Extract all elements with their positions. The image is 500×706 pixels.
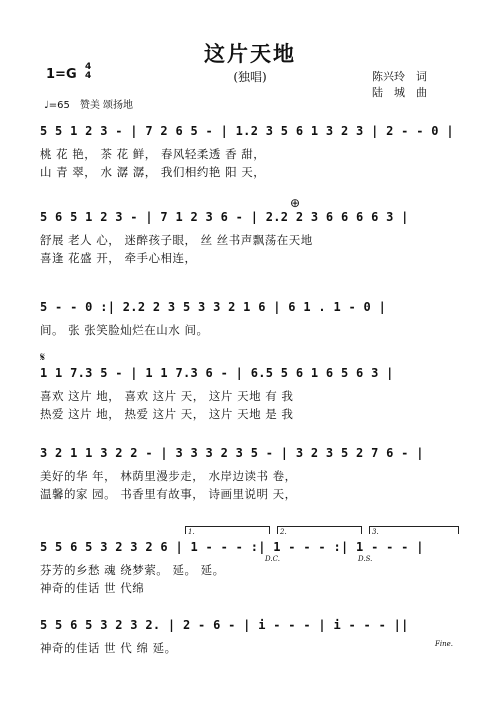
tempo-marking: ♩=65 赞美 颂扬地 — [44, 100, 133, 111]
page-title: 这片天地 — [204, 41, 296, 66]
notation-line: 5 - - 0 :| 2.2 2 3 5 3 3 2 1 6 | 6 1 . 1 - 0 | — [40, 300, 387, 314]
notation-line: 5 5 6 5 3 2 3 2. | 2 - 6 - | i - - - | i - - - || — [40, 618, 409, 632]
notation-line: 1 1 7.3 5 - | 1 1 7.3 6 - | 6.5 5 6 1 6 5 6 3 | — [40, 366, 394, 380]
lyric-line-2: 温馨的家 园。 书香里有故事， 诗画里说明 天， — [40, 487, 297, 501]
dc-mark: D.C. — [265, 555, 280, 563]
notation-line: 5 6 5 1 2 3 - | 7 1 2 3 6 - | 2.2 2 3 6 6 6 6 3 | — [40, 210, 409, 224]
coda-sign: ⊕ — [290, 196, 301, 210]
lyric-line-2: 喜逢 花盛 开， 牵手心相连， — [40, 251, 197, 265]
lyric-line-2: 神奇的佳话 世 代绵 — [40, 581, 145, 595]
volta-label-3: 3. — [372, 528, 379, 536]
volta-bracket-2 — [277, 526, 362, 527]
subtitle: (独唱) — [233, 70, 267, 84]
volta-label-1: 1. — [188, 528, 195, 536]
lyric-line-1: 芬芳的乡愁 魂 绕梦萦。 延。 延。 — [40, 563, 225, 577]
lyric-line-1: 美好的华 年， 林荫里漫步走， 水岸边读书 卷， — [40, 469, 297, 483]
volta-label-2: 2. — [280, 528, 287, 536]
fine-mark: Fine. — [435, 640, 453, 648]
lyric-line-1: 舒展 老人 心， 迷醉孩子眼， 丝 丝书声飘荡在天地 — [40, 233, 313, 247]
key-signature: 1=G — [46, 67, 77, 82]
composer: 陆 城 曲 — [372, 86, 427, 99]
lyric-line-1: 神奇的佳话 世 代 绵 延。 — [40, 641, 177, 655]
notation-line: 3 2 1 1 3 2 2 - | 3 3 3 2 3 5 - | 3 2 3 5 2 7 6 - | — [40, 446, 424, 460]
time-signature — [85, 63, 91, 81]
lyric-line-1: 喜欢 这片 地， 喜欢 这片 天， 这片 天地 有 我 — [40, 389, 294, 403]
lyric-line-1: 间。 张 张笑脸灿烂在山水 间。 — [40, 323, 209, 337]
lyric-line-1: 桃 花 艳， 茶 花 鲜， 春风轻柔透 香 甜， — [40, 147, 266, 161]
volta-bracket-3 — [369, 526, 459, 527]
ds-mark: D.S. — [358, 555, 373, 563]
volta-bracket-1 — [185, 526, 270, 527]
segno-sign: 𝄋 — [40, 350, 46, 364]
notation-line: 5 5 6 5 3 2 3 2 6 | 1 - - - :| 1 - - - :| 1 - - - | — [40, 540, 424, 554]
time-bottom: 4 — [85, 71, 92, 81]
time-top: 4 — [85, 62, 92, 72]
lyric-line-2: 山 青 翠， 水 潺 潺， 我们相约艳 阳 天， — [40, 165, 266, 179]
notation-line: 5 5 1 2 3 - | 7 2 6 5 - | 1.2 3 5 6 1 3 2 3 | 2 - - 0 | — [40, 124, 454, 138]
lyricist: 陈兴玲 词 — [372, 70, 427, 83]
lyric-line-2: 热爱 这片 地， 热爱 这片 天， 这片 天地 是 我 — [40, 407, 294, 421]
